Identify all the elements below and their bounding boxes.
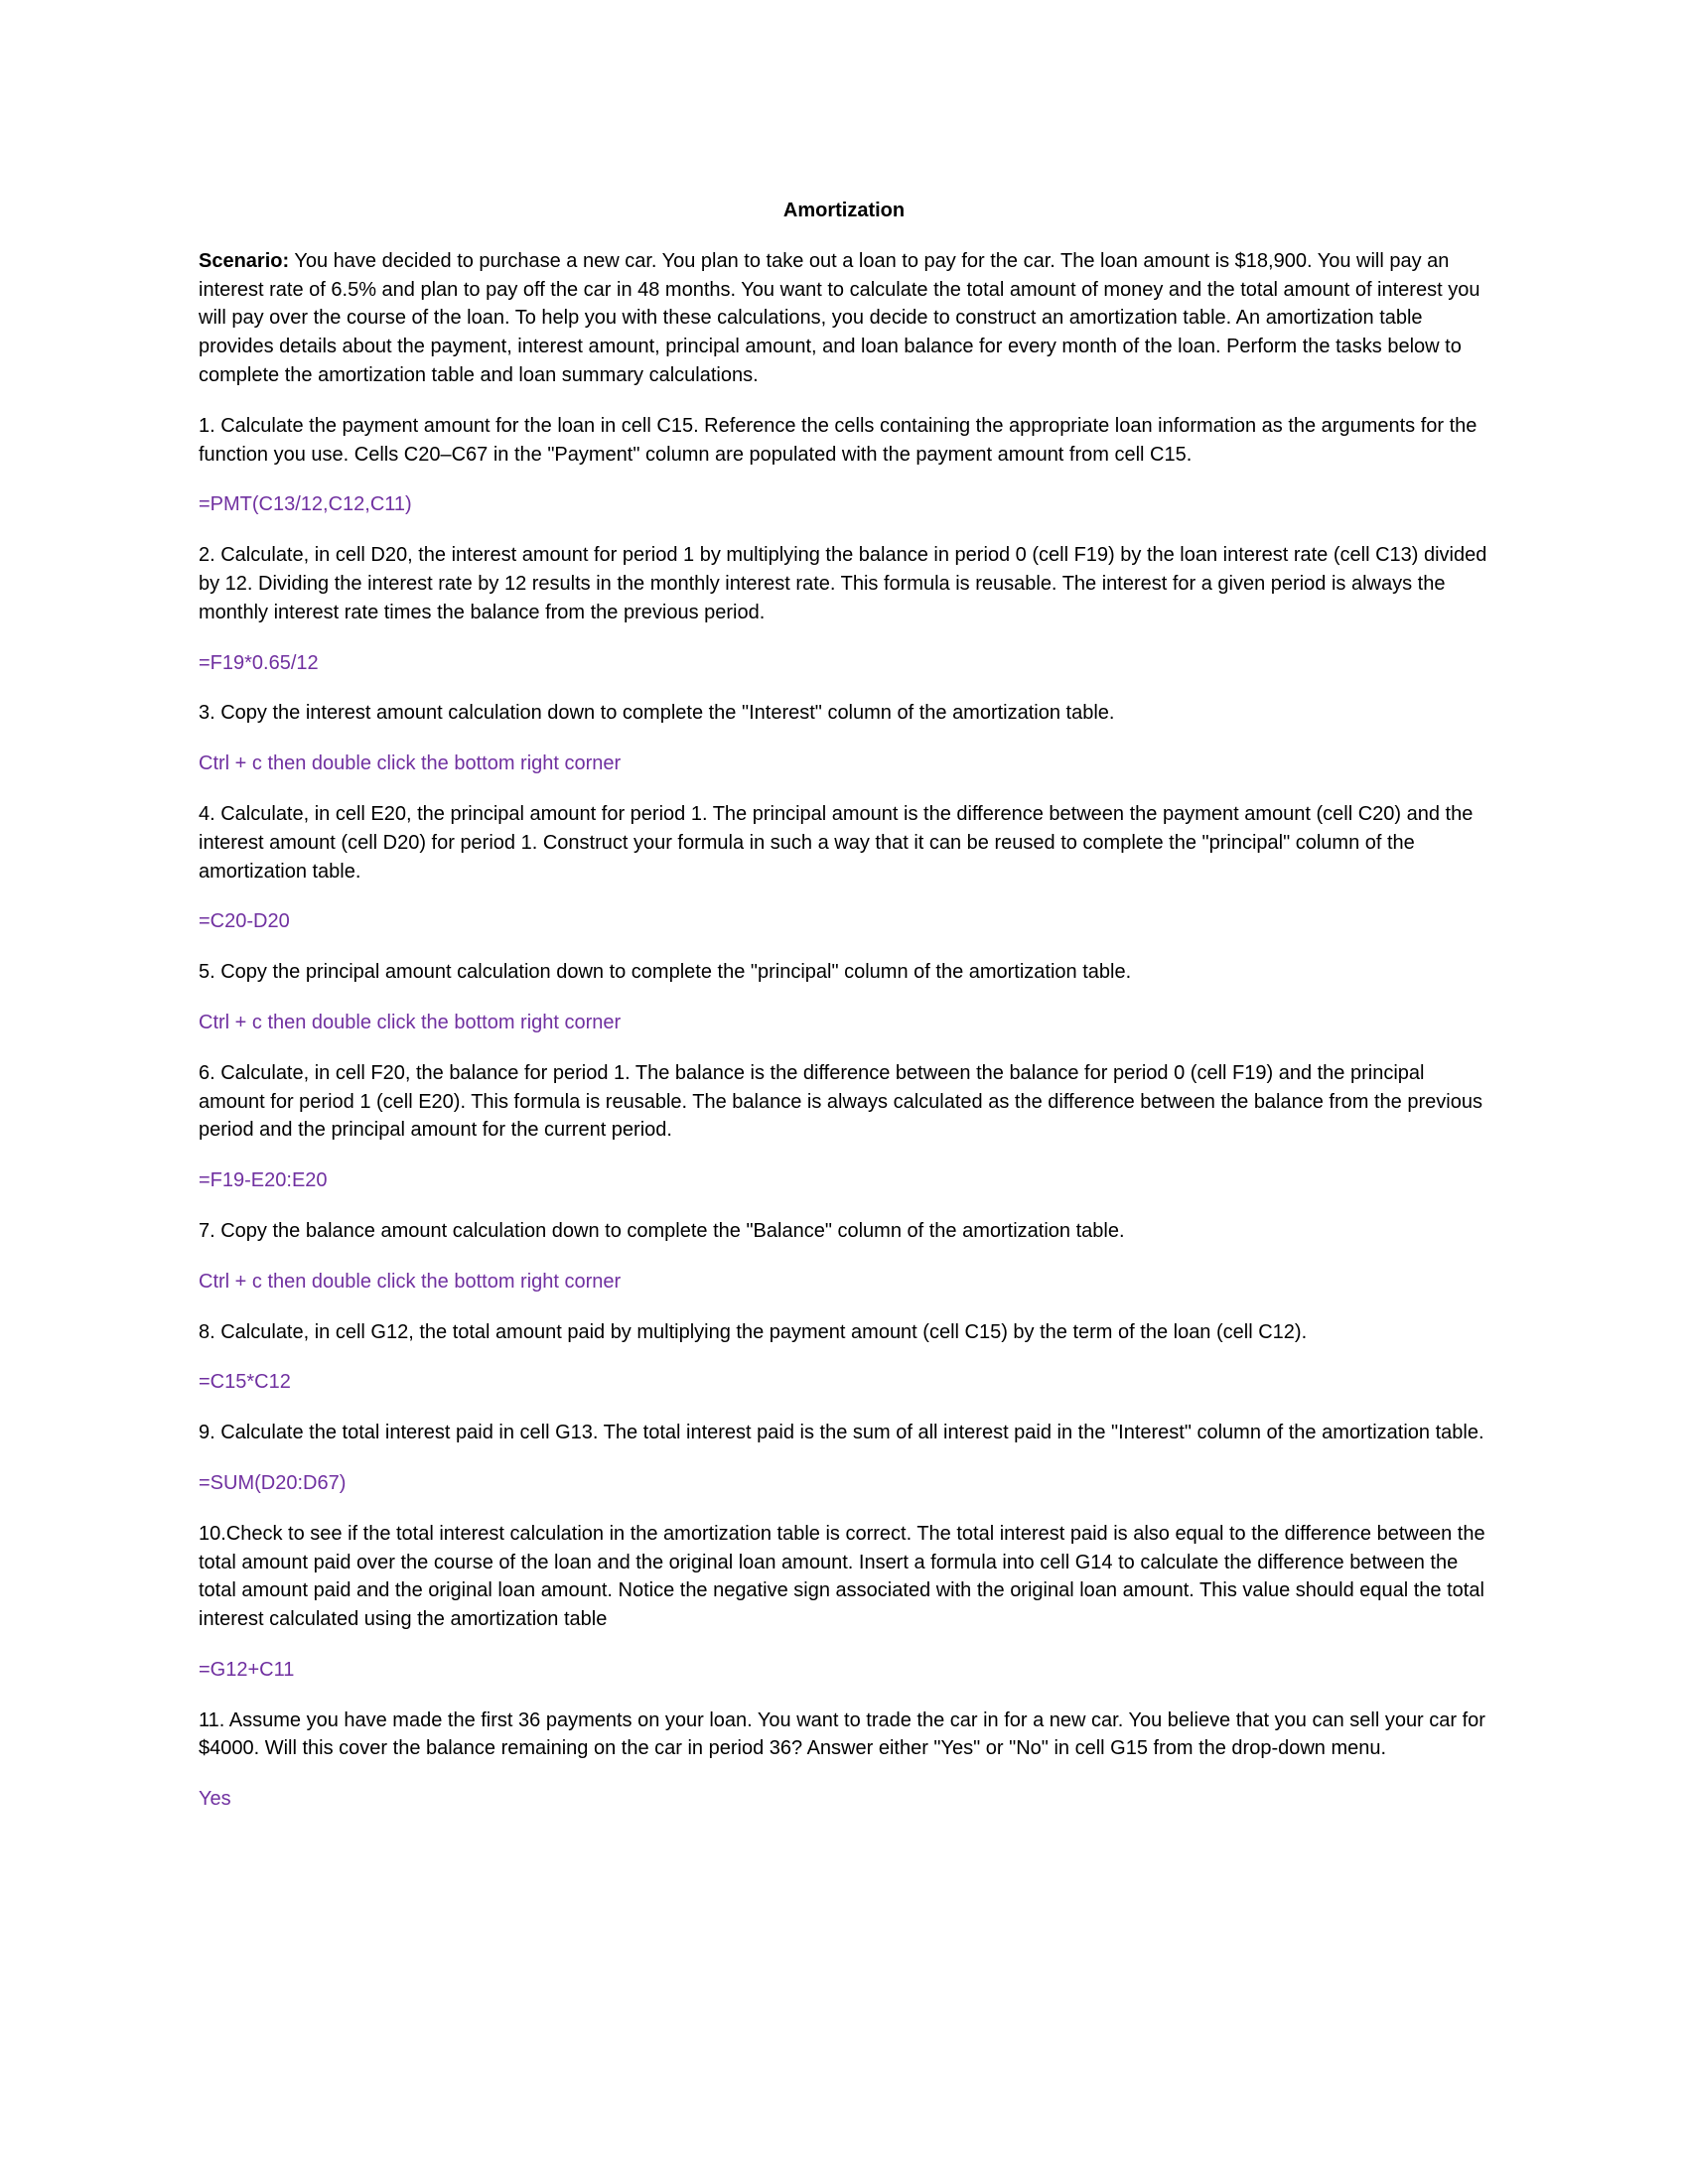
task-question: 6. Calculate, in cell F20, the balance for period 1. The balance is the difference between the balance for period 0 (cell F19) and the principal amount for period 1 (cell E20). This formula is reusable. The balance is always calculated as the difference between the balance from the previous period and the principal amount for the current period. — [199, 1061, 1482, 1142]
task-answer: Yes — [199, 1788, 231, 1811]
scenario-label: Scenario: — [199, 249, 290, 272]
task-answer: Ctrl + c then double click the bottom right corner — [199, 1011, 622, 1033]
task-question: 8. Calculate, in cell G12, the total amount paid by multiplying the payment amount (cell C15) by the term of the loan (cell C12). — [199, 1320, 1308, 1343]
task-question: 11. Assume you have made the first 36 payments on your loan. You want to trade the car in for a new car. You believe that you can sell your car for $4000. Will this cover the balance remaining on the car in period 36? Answer either "Yes" or "No" in cell G15 from the drop-down menu. — [199, 1708, 1485, 1760]
task-question: 1. Calculate the payment amount for the loan in cell C15. Reference the cells containing the appropriate loan information as the arguments for the function you use. Cells C20–C67 in the "Payment" column are populated with the payment amount from cell C15. — [199, 414, 1477, 466]
task-answer: =C20-D20 — [199, 910, 290, 933]
page-title: Amortization — [782, 200, 906, 221]
task-answer: Ctrl + c then double click the bottom right corner — [199, 752, 622, 775]
task-question: 10.Check to see if the total interest calculation in the amortization table is correct. The total interest paid is also equal to the difference between the total amount paid over the course of the loan and the original loan amount. Insert a formula into cell G14 to calculate the difference between the total amount paid and the original loan amount. Notice the negative sign associated with the original loan amount. This value should equal the total interest calculated using the amortization table — [199, 1522, 1485, 1631]
task-answer: =G12+C11 — [199, 1658, 295, 1681]
task-answer: Ctrl + c then double click the bottom right corner — [199, 1270, 622, 1293]
task-question: 2. Calculate, in cell D20, the interest amount for period 1 by multiplying the balance in period 0 (cell F19) by the loan interest rate (cell C13) divided by 12. Dividing the interest rate by 12 results in the monthly interest rate. This formula is reusable. The interest for a given period is always the monthly interest rate times the balance from the previous period. — [199, 544, 1487, 623]
scenario-text: You have decided to purchase a new car. You plan to take out a loan to pay for the car. The loan amount is $18,900. You will pay an interest rate of 6.5% and plan to pay off the car in 48 months. You want to calculate the total amount of money and the total amount of interest you will pay over the course of the loan. To help you with these calculations, you decide to construct an amortization table. An amortization table provides details about the payment, interest amount, principal amount, and loan balance for every month of the loan. Perform the tasks below to complete the amortization table and loan summary calculations. — [199, 249, 1480, 386]
task-question: 9. Calculate the total interest paid in cell G13. The total interest paid is the sum of all interest paid in the "Interest" column of the amortization table. — [199, 1422, 1484, 1444]
task-answer: =C15*C12 — [199, 1371, 291, 1394]
task-question: 4. Calculate, in cell E20, the principal amount for period 1. The principal amount is the difference between the payment amount (cell C20) and the interest amount (cell D20) for period 1. Construct your formula in such a way that it can be reused to complete the "principal" column of the amortization table. — [199, 802, 1474, 883]
task-question: 7. Copy the balance amount calculation down to complete the "Balance" column of the amortization table. — [199, 1219, 1125, 1242]
document-page — [199, 197, 1489, 1836]
task-question: 5. Copy the principal amount calculation down to complete the "principal" column of the amortization table. — [199, 961, 1132, 984]
task-answer: =F19-E20:E20 — [199, 1169, 328, 1192]
task-answer: =SUM(D20:D67) — [199, 1471, 347, 1494]
scenario-paragraph — [199, 247, 1489, 390]
task-answer: =F19*0.65/12 — [199, 651, 319, 674]
task-question: 3. Copy the interest amount calculation down to complete the "Interest" column of the amortization table. — [199, 702, 1115, 725]
task-answer: =PMT(C13/12,C12,C11) — [199, 493, 412, 516]
